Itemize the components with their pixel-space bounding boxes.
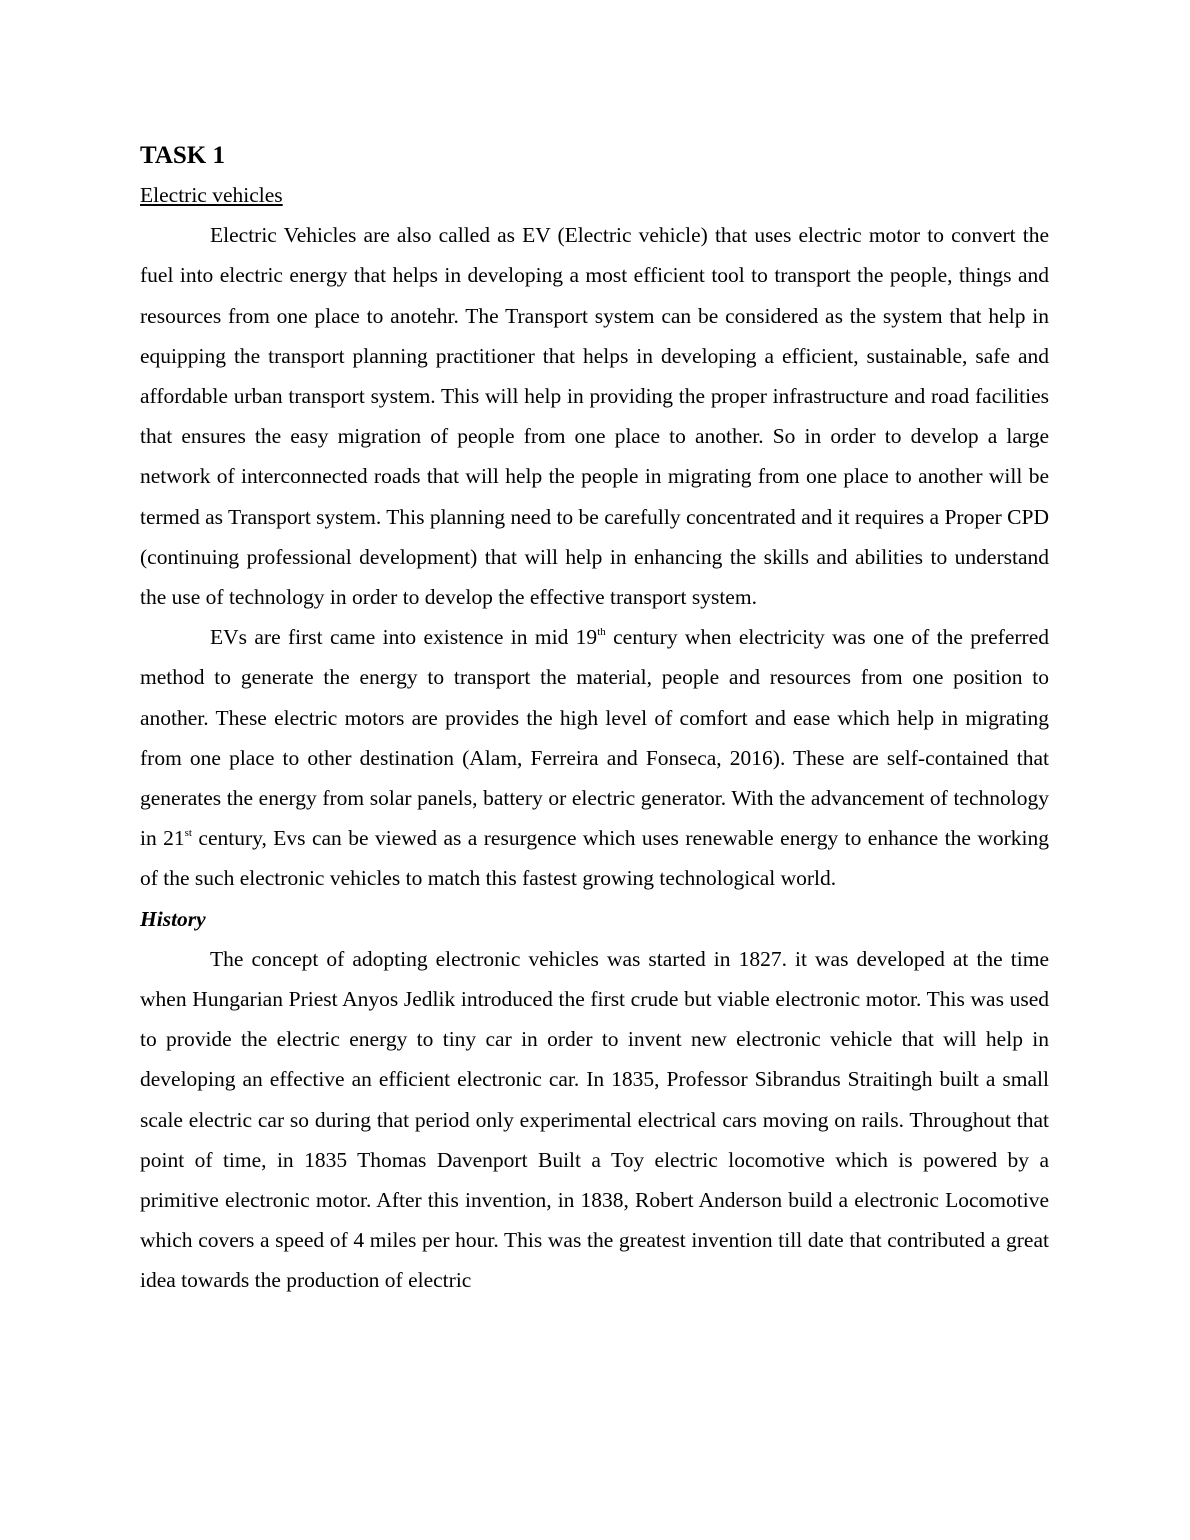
ordinal-suffix-th: th (597, 626, 606, 639)
intro-paragraph: Electric Vehicles are also called as EV (Electric vehicle) that uses electric motor to convert the fuel into electric energy that helps in developing a most efficient tool to transport the people, things and resources from one place to anotehr. The Transport system can be considered as the system that help in equipping the transport planning practitioner that helps in developing a efficient, sustainable, safe and affordable urban transport system. This will help in providing the proper infrastructure and road facilities that ensures the easy migration of people from one place to another. So in order to develop a large network of interconnected roads that will help the people in migrating from one place to another will be termed as Transport system. This planning need to be carefully concentrated and it requires a Proper CPD (continuing professional development) that will help in enhancing the skills and abilities to understand the use of technology in order to develop the effective transport system. (140, 223, 1049, 610)
history-paragraph: The concept of adopting electronic vehicles was started in 1827. it was developed at the time when Hungarian Priest Anyos Jedlik introduced the first crude but viable electronic motor. This was used to provide the electric energy to tiny car in order to invent new electronic vehicle that will help in developing an effective an efficient electronic car. In 1835, Professor Sibrandus Straitingh built a small scale electric car so during that period only experimental electrical cars moving on rails. Throughout that point of time, in 1835 Thomas Davenport Built a Toy electric locomotive which is powered by a primitive electronic motor. After this invention, in 1838, Robert Anderson build a electronic Locomotive which covers a speed of 4 miles per hour. This was the greatest invention till date that contributed a great idea towards the production of electric (140, 946, 1049, 1293)
history-subheading: History (140, 906, 206, 931)
document-page (140, 137, 1049, 1301)
existence-paragraph-text-c: century, Evs can be viewed as a resurgence which uses renewable energy to enhance the working of the such electronic vehicles to match this fastest growing technological world. (140, 826, 1049, 891)
existence-paragraph-text-a: EVs are first came into existence in mid 19 (210, 625, 598, 650)
section-heading-electric-vehicles: Electric vehicles (140, 183, 283, 207)
existence-paragraph (140, 617, 1049, 898)
ordinal-suffix-st: st (184, 827, 192, 840)
task-title: TASK 1 (140, 142, 225, 169)
existence-paragraph-text-b: century when electricity was one of the preferred method to generate the energy to transport the material, people and resources from one position to another. These electric motors are provides the high level of comfort and ease which help in migrating from one place to other destination (Alam, Ferreira and Fonseca, 2016). These are self-contained that generates the energy from solar panels, battery or electric generator. With the advancement of technology in 21 (140, 625, 1049, 851)
